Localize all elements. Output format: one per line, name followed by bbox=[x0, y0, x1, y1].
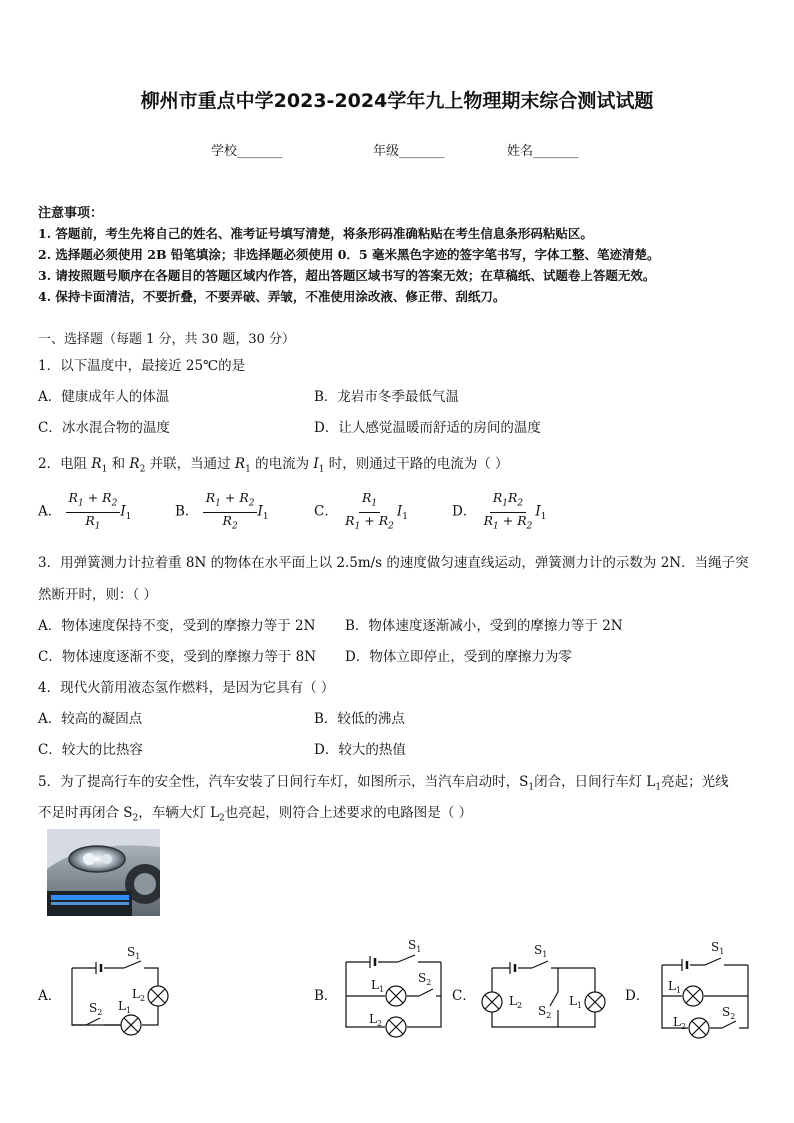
q4-option-b: B．较低的沸点 bbox=[314, 711, 405, 727]
q3-option-d: D．物体立即停止，受到的摩擦力为零 bbox=[345, 649, 572, 665]
q2-option-a: A． $\frac{R_1 + R_2}{R_1}$ $I_1$ bbox=[38, 490, 131, 534]
q3-option-b: B．物体速度逐渐减小，受到的摩擦力等于 2N bbox=[345, 618, 623, 634]
label-s1: $S_1$ bbox=[408, 938, 422, 954]
q5-option-c-label: C． bbox=[452, 988, 476, 1004]
label-s1: $S_1$ bbox=[534, 943, 548, 959]
q1-option-c: C．冰水混合物的温度 bbox=[38, 420, 170, 436]
label-l2: $L_2$ bbox=[509, 994, 523, 1010]
question-3-stem-line1: 3．用弹簧测力计拉着重 8N 的物体在水平面上以 2.5m/s 的速度做匀速直线运动，弹簧测力计的示数为 2N．当绳子突 bbox=[38, 555, 749, 571]
notice-item: 2. 选择题必须使用 2B 铅笔填涂；非选择题必须使用 0．5 毫米黑色字迹的签字笔书写，字体工整、笔迹清楚。 bbox=[38, 247, 660, 262]
q2-option-c: C． $\frac{R_1}{R_1 + R_2}$ $I_1$ bbox=[314, 490, 408, 534]
label-s1: $S_1$ bbox=[711, 940, 725, 956]
q4-option-a: A．较高的凝固点 bbox=[38, 711, 143, 727]
label-s1: $S_1$ bbox=[127, 945, 141, 961]
q3-option-a: A．物体速度保持不变，受到的摩擦力等于 2N bbox=[38, 618, 316, 634]
question-1-stem: 1．以下温度中，最接近 25℃的是 bbox=[38, 358, 246, 374]
fraction: $\frac{R_1}{R_1 + R_2}$ bbox=[345, 490, 394, 531]
notice-heading: 注意事项： bbox=[38, 206, 104, 221]
fraction: $\frac{R_1R_2}{R_1 + R_2}$ bbox=[483, 490, 533, 531]
question-5-stem-line2: 不足时再闭合 $S_2$，车辆大灯 $L_2$也亮起，则符合上述要求的电路图是（ ） bbox=[38, 805, 473, 824]
page-title: 柳州市重点中学2023-2024学年九上物理期末综合测试试题 bbox=[140, 90, 654, 112]
q4-option-d: D．较大的热值 bbox=[314, 742, 406, 758]
grade-field: 年级_______ bbox=[373, 144, 445, 159]
label-s2: $S_2$ bbox=[418, 971, 432, 987]
q3-option-c: C．物体速度逐渐不变，受到的摩擦力等于 8N bbox=[38, 649, 317, 665]
label-s2: $S_2$ bbox=[538, 1004, 552, 1020]
car-headlight-photo bbox=[47, 829, 160, 916]
label-l2: $L_2$ bbox=[369, 1012, 383, 1028]
notice-item: 1. 答题前，考生先将自己的姓名、准考证号填写清楚，将条形码准确粘贴在考生信息条形码粘贴区。 bbox=[38, 226, 593, 241]
label-l1: $L_1$ bbox=[668, 979, 682, 995]
label-l2: $L_2$ bbox=[673, 1015, 687, 1031]
fraction: $\frac{R_1 + R_2}{R_2}$ bbox=[203, 490, 258, 534]
q5-option-b-label: B． bbox=[314, 988, 338, 1004]
circuit-b bbox=[346, 955, 441, 1037]
fraction: $\frac{R_1 + R_2}{R_1}$ bbox=[66, 490, 121, 534]
label-s2: $S_2$ bbox=[722, 1005, 736, 1021]
question-5-stem-line1: 5．为了提高行车的安全性，汽车安装了日间行车灯，如图所示，当汽车启动时，$S_1$闭合，日间行车灯 $L_1$亮起；光线 bbox=[38, 774, 729, 793]
q4-option-c: C．较大的比热容 bbox=[38, 742, 143, 758]
notice-item: 4. 保持卡面清洁，不要折叠，不要弄破、弄皱，不准使用涂改液、修正带、刮纸刀。 bbox=[38, 289, 506, 304]
q1-option-d: D．让人感觉温暖而舒适的房间的温度 bbox=[314, 420, 541, 436]
q1-option-b: B．龙岩市冬季最低气温 bbox=[314, 389, 459, 405]
circuit-diagrams bbox=[0, 930, 794, 1050]
q5-option-a-label: A． bbox=[38, 988, 62, 1004]
question-2-stem: 2．电阻 $R_1$ 和 $R_2$ 并联，当通过 $R_1$ 的电流为 $I_1$ 时，则通过干路的电流为（ ） bbox=[38, 456, 509, 475]
school-field: 学校_______ bbox=[211, 144, 283, 159]
section-heading: 一、选择题（每题 1 分，共 30 题，30 分） bbox=[38, 332, 296, 347]
q2-option-d: D． $\frac{R_1R_2}{R_1 + R_2}$ $I_1$ bbox=[452, 490, 546, 534]
question-3-stem-line2: 然断开时，则：（ ） bbox=[38, 587, 158, 603]
label-l2: $L_2$ bbox=[132, 987, 146, 1003]
label-l1: $L_1$ bbox=[118, 999, 132, 1015]
label-s2: $S_2$ bbox=[89, 1001, 103, 1017]
label-l1: $L_1$ bbox=[569, 994, 583, 1010]
notice-item: 3. 请按照题号顺序在各题目的答题区域内作答，超出答题区域书写的答案无效；在草稿纸、试题卷上答题无效。 bbox=[38, 268, 656, 283]
question-4-stem: 4．现代火箭用液态氢作燃料，是因为它具有（ ） bbox=[38, 680, 335, 696]
circuit-a bbox=[72, 961, 168, 1035]
q5-option-d-label: D． bbox=[625, 988, 650, 1004]
q2-option-b: B． $\frac{R_1 + R_2}{R_2}$ $I_1$ bbox=[175, 490, 269, 534]
label-l1: $L_1$ bbox=[371, 978, 385, 994]
q1-option-a: A．健康成年人的体温 bbox=[38, 389, 170, 405]
name-field: 姓名_______ bbox=[507, 144, 579, 159]
